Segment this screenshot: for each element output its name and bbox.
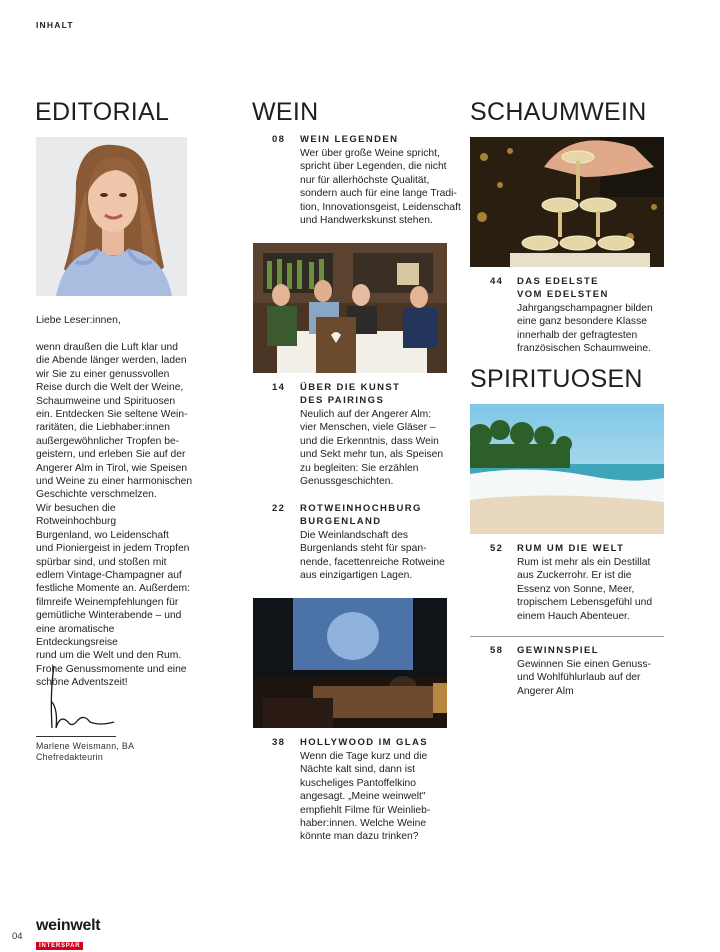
text-line: tropischem Lebensgefühl und [517,597,653,609]
text-line: wir Sie zu einer genussvollen [36,368,170,380]
logo-subbrand: INTERSPAR [36,942,83,950]
text-line: ein. Entdecken Sie seltene Wein- [36,409,188,421]
text-line: aus Zuckerrohr. Er ist die [517,570,632,582]
text-line: Wir besuchen die Rotweinhochburg [36,502,117,528]
champagner-tower-photo [470,137,664,267]
article-teaser [300,147,470,227]
article-teaser [517,658,687,698]
text-line: und Handwerkskunst stehen. [300,215,433,227]
heading-line: DAS EDELSTE [517,276,599,287]
article-heading[interactable] [300,381,400,408]
text-line: vier Menschen, viele Gläser – [300,422,436,434]
heading-line: VOM EDELSTEN [517,289,609,301]
text-line: eine ganz besondere Klasse [517,316,647,328]
text-line: eine aromatische Entdeckungsreise [36,623,118,648]
text-line: empfiehlt Filme für Weinlieb- [300,804,431,816]
article-heading[interactable]: GEWINNSPIEL [517,645,599,656]
text-line: und Weine zu einer harmonischen [36,476,193,488]
text-line: französischen Schaumweine. [517,343,651,355]
text-line: Gewinnen Sie einen Genuss- [517,659,651,670]
text-line: Genussgeschichten. [300,476,394,488]
text-line: Nächte kalt sind, dann ist [300,764,416,776]
signature-image [38,662,118,734]
text-line: kuscheliges Pantoffelkino [300,777,417,789]
heading-line: DES PAIRINGS [300,395,385,407]
text-line: sondern auch für eine lange Tradi- [300,188,457,200]
text-line: Neulich auf der Angerer Alm: [300,409,432,420]
text-line: Frohe Genussmomente und eine [36,663,187,675]
text-line: Reise durch die Welt der Weine, [36,382,184,394]
article-page-number: 08 [272,134,286,145]
text-line: angesagt. „Meine weinwelt" [300,791,426,803]
text-line: und Wohlfühlurlaub auf der [517,672,641,684]
text-line: einem Hauch Abenteuer. [517,610,630,622]
text-line: Jahrgangschampagner bilden [517,303,653,314]
schaumwein-title: SCHAUMWEIN [470,98,647,126]
text-line: Wer über große Weine spricht, [300,148,440,159]
text-line: Angerer Alm [517,685,574,697]
text-line: filmreife Weinempfehlungen für [36,596,179,608]
article-heading[interactable] [517,275,609,302]
text-line: innerhalb der gefragtesten [517,329,638,341]
section-label: INHALT [36,20,74,30]
heading-line: ROTWEINHOCHBURG [300,503,422,514]
text-line: und Pioniergeist in jedem Tropfen [36,543,190,555]
text-line: spürbar sind, und stoßen mit [36,556,167,568]
text-line: und die Erkenntnis, dass Wein [300,435,439,447]
pairing-group-photo [253,243,447,373]
text-line: geistern, und erleben Sie auf der [36,449,186,461]
text-line: festliche Momente an. Außerdem: [36,583,190,595]
text-line: Angerer Alm in Tirol, wie Speisen [36,462,188,474]
home-cinema-photo [253,598,447,728]
text-line: außergewöhnlicher Tropfen be- [36,435,180,447]
article-page-number: 52 [490,543,504,554]
section-divider [470,636,664,637]
text-line: Rum ist mehr als ein Destillat [517,557,651,568]
article-heading[interactable] [300,502,422,529]
editor-portrait-photo [36,137,187,296]
article-page-number: 22 [272,503,286,514]
text-line: Essenz von Sonne, Meer, [517,583,635,595]
text-line: könnte man dazu trinken? [300,831,419,843]
spirituosen-title: SPIRITUOSEN [470,365,643,393]
text-line: Schaumweine und Spirituosen [36,395,176,407]
text-line: die Abende länger werden, laden [36,355,187,367]
article-teaser [300,529,470,583]
article-heading[interactable]: HOLLYWOOD IM GLAS [300,737,428,748]
text-line: Die Weinlandschaft des [300,530,408,541]
article-page-number: 44 [490,276,504,287]
article-teaser [517,302,687,356]
article-teaser [300,750,470,844]
weinwelt-logo [36,918,100,952]
text-line: nende, facettenreiche Rotweine [300,556,445,568]
page-number: 04 [12,931,23,942]
text-line: tion, Innovationsgeist, Leidenschaft [300,201,461,213]
article-page-number: 14 [272,382,286,393]
article-page-number: 38 [272,737,286,748]
text-line: Wenn die Tage kurz und die [300,751,428,762]
editorial-salutation: Liebe Leser:innen, [36,315,121,326]
article-teaser [517,556,687,623]
text-line: Burgenlands steht für span- [300,543,427,555]
author-role: Chefredakteurin [36,752,104,762]
heading-line: BURGENLAND [300,516,382,528]
text-line: spricht über Legenden, die nicht [300,161,447,173]
text-line: nur für allerhöchste Qualität, [300,174,430,186]
text-line: Burgenland, wo Leidenschaft [36,529,169,541]
article-page-number: 58 [490,645,504,656]
text-line: zu begleiten: Sie erzählen [300,462,419,474]
article-heading[interactable]: RUM UM DIE WELT [517,543,625,554]
text-line: rund um die Welt und den Rum. [36,650,182,662]
text-line: edlem Vintage-Champagner auf [36,569,182,581]
text-line: gemütliche Winterabende – und [36,610,182,622]
editorial-body [36,341,196,690]
article-teaser [300,408,470,488]
editorial-title: EDITORIAL [35,98,170,126]
tropical-beach-photo [470,404,664,534]
text-line: Geschichte verschmelzen. [36,489,157,501]
text-line: haber:innen. Welche Weine [300,818,427,830]
text-line: wenn draußen die Luft klar und [36,342,178,353]
wein-title: WEIN [252,98,319,126]
signature-line [36,736,116,737]
text-line: schöne Adventszeit! [36,677,128,689]
heading-line: ÜBER DIE KUNST [300,382,401,393]
logo-wordmark: weinwelt [36,917,101,934]
text-line: und Sekt mehr tun, als Speisen [300,449,444,461]
author-name: Marlene Weismann, BA [36,741,135,751]
text-line: raritäten, die Liebhaber:innen [36,422,170,434]
text-line: aus einzigartigen Lagen. [300,570,413,582]
article-heading[interactable]: WEIN LEGENDEN [300,134,399,145]
